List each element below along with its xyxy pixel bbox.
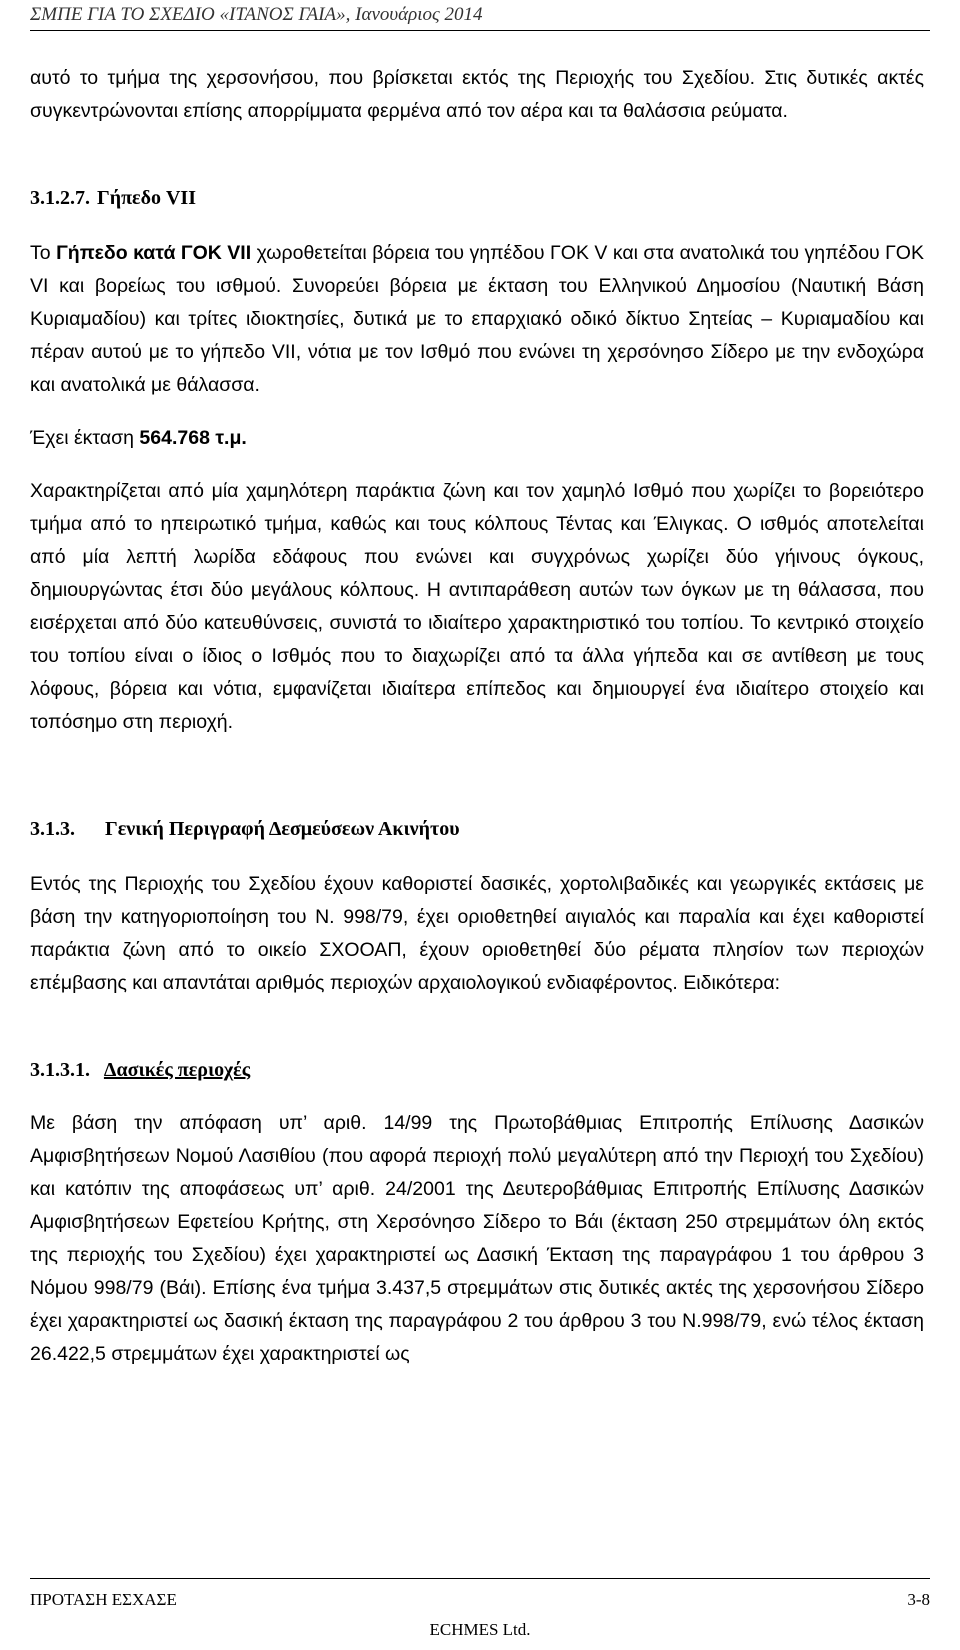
text-run: Το: [30, 242, 57, 264]
page-number: 3-8: [907, 1590, 930, 1609]
paragraph-forest-areas: Με βάση την απόφαση υπ’ αριθ. 14/99 της Πρωτοβάθμιας Επιτροπής Επίλυσης Δασικών Αμφισβητήσεων Νομού Λασιθίου (που αφορά περιοχή πολύ μεγαλύτερη από την Περιοχή του Σχεδίου) και κατόπιν της αποφάσεως υπ’ αριθ. 24/2001 της Δευτεροβάθμιας Επιτροπής Επίλυσης Δασικών Αμφισβητήσεων Εφετείου Κρήτης, στη Χερσόνησο Σίδερο το Βάι (έκταση 250 στρεμμάτων όλη εκτός της περιοχής του Σχεδίου) έχει χαρακτηριστεί ως Δασική Έκταση της παραγράφου 1 του άρθρου 3 Νόμου 998/79 (Βάι). Επίσης ένα τμήμα 3.437,5 στρεμμάτων στις δυτικές ακτές της χερσονήσου Σίδερο έχει χαρακτηριστεί ως δασική έκταση της παραγράφου 2 του άρθρου 3 του Ν.998/79, ενώ τέλος έκταση 26.422,5 στρεμμάτων έχει χαρακτηριστεί ως: [30, 1112, 924, 1365]
section-title: Δασικές περιοχές: [103, 1059, 251, 1081]
footer-divider: [30, 1578, 930, 1579]
paragraph-landscape: Χαρακτηρίζεται από μία χαμηλότερη παράκτια ζώνη και τον χαμηλό Ισθμό που χωρίζει το βορειότερο τμήμα από το ηπειρωτικό τμήμα, καθώς και τους κόλπους Τέντας και Έλιγκας. Ο ισθμός αποτελείται από μία λεπτή λωρίδα εδάφους που ενώνει και συγχρόνως χωρίζει δύο γήινους όγκους, δημιουργώντας έτσι δύο μεγάλους κόλπους. Η αντιπαράθεση αυτών των όγκων με τη θάλασσα, που εισέρχεται από δύο κατευθύνσεις, συνιστά το ιδιαίτερο χαρακτηριστικό του τοπίου. Το κεντρικό στοιχείο του τοπίου είναι ο ίδιος ο Ισθμός που το διαχωρίζει από τα άλλα γήπεδα και σε αντίθεση με τους λόφους, βόρεια και νότια, εμφανίζεται ιδιαίτερα επίπεδος και δημιουργεί ένα ιδιαίτερο στοιχείο και τοπόσημο στη περιοχή.: [30, 480, 924, 733]
section-title: Γενική Περιγραφή Δεσμεύσεων Ακινήτου: [105, 818, 460, 840]
section-number: 3.1.3.: [30, 818, 75, 840]
paragraph-plot-vii: [30, 237, 924, 402]
footer-document-title: ΠΡΟΤΑΣΗ ΕΣΧΑΣΕ: [30, 1590, 177, 1609]
text-run: χωροθετείται βόρεια του γηπέδου ΓΟΚ V και στα ανατολικά του γηπέδου ΓΟΚ VI και βορείως του ισθμού. Συνορεύει βόρεια με έκταση του Ελληνικού Δημοσίου (Ναυτική Βάση Κυριαμαδίου) και τρίτες ιδιοκτησίες, δυτικά με το επαρχιακό οδικό δίκτυο Σητείας – Κυριαμαδίου και πέραν αυτού με το γήπεδο VII, νότια με τον Ισθμό που ενώνει τη χερσόνησο Σίδερο με την ενδοχώρα και ανατολικά με θάλασσα.: [30, 242, 924, 396]
running-header: ΣΜΠΕ ΓΙΑ ΤΟ ΣΧΕΔΙΟ «ΙΤΑΝΟΣ ΓΑΙΑ», Ιανουάριος 2014: [30, 4, 483, 25]
text-run: Έχει έκταση: [30, 427, 140, 449]
section-heading-3127: [30, 182, 924, 215]
section-number: 3.1.2.7.: [30, 187, 90, 209]
document-body: [30, 62, 924, 1371]
section-number: 3.1.3.1.: [30, 1059, 90, 1081]
header-divider: [30, 30, 930, 31]
bold-text: Γήπεδο κατά ΓΟΚ VII: [56, 242, 252, 264]
paragraph-constraints: Εντός της Περιοχής του Σχεδίου έχουν καθοριστεί δασικές, χορτολιβαδικές και γεωργικές εκτάσεις με βάση την κατηγοριοποίηση του Ν. 998/79, έχει οριοθετηθεί αιγιαλός και παραλία και έχει καθοριστεί παράκτια ζώνη από το οικείο ΣΧΟΟΑΠ, έχουν οριοθετηθεί δύο ρέματα πλησίον των περιοχών επέμβασης και απαντάται αριθμός περιοχών αρχαιολογικού ενδιαφέροντος. Ειδικότερα:: [30, 873, 924, 994]
paragraph-area: [30, 422, 924, 455]
footer-company: ECHMES Ltd.: [429, 1620, 531, 1639]
paragraph-continuation: αυτό το τμήμα της χερσονήσου, που βρίσκεται εκτός της Περιοχής του Σχεδίου. Στις δυτικές ακτές συγκεντρώνονται επίσης απορρίμματα φερμένα από τον αέρα και τα θαλάσσια ρεύματα.: [30, 67, 924, 122]
section-title: Γήπεδο VII: [97, 187, 196, 209]
section-heading-313: [30, 813, 924, 846]
section-heading-3131: [30, 1054, 924, 1087]
bold-area-value: 564.768 τ.μ.: [139, 427, 247, 449]
